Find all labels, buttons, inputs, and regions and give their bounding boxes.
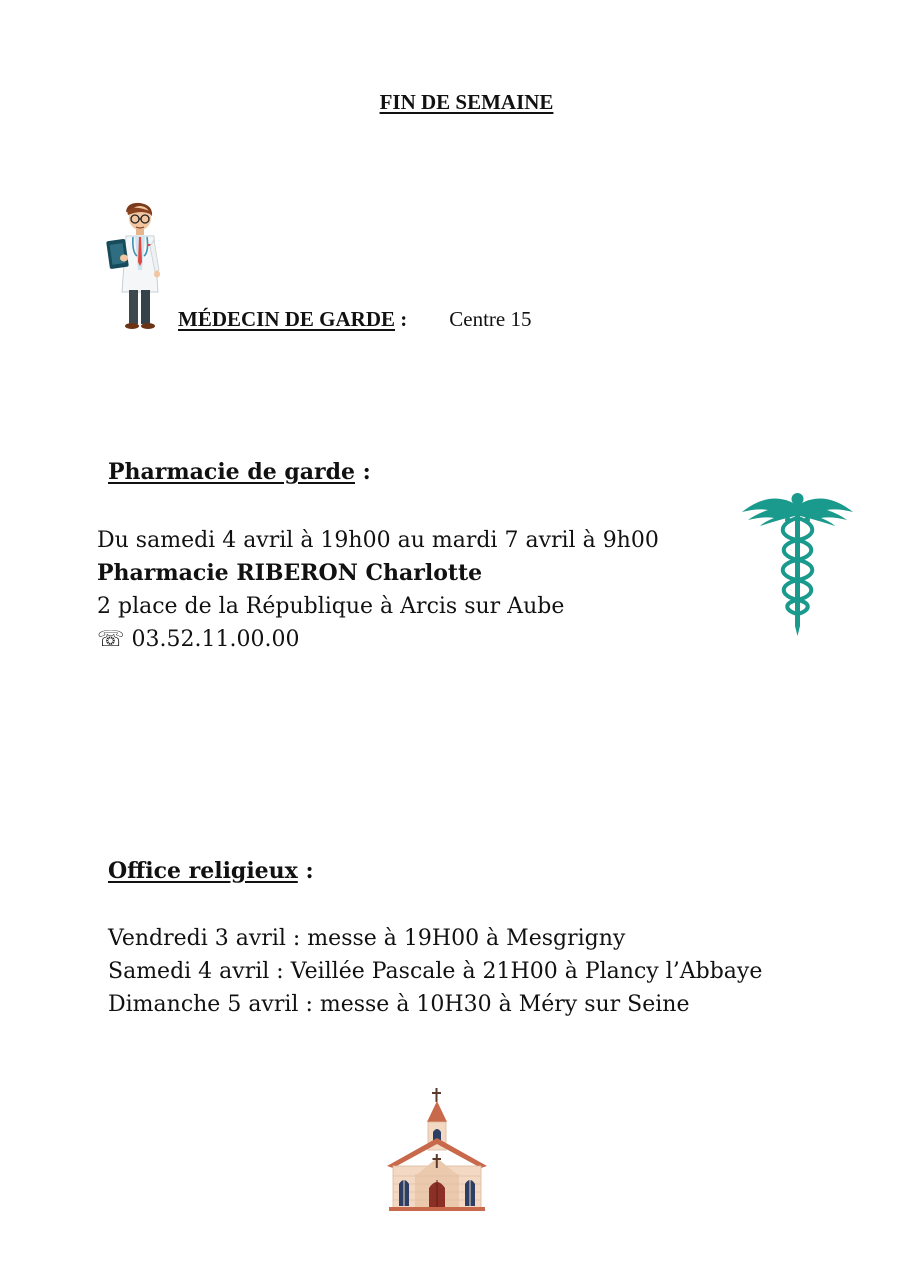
office-line: Samedi 4 avril : Veillée Pascale à 21H00 à Plancy l’Abbaye <box>108 959 763 984</box>
phone-icon: ☏ <box>97 627 125 652</box>
office-line: Vendredi 3 avril : messe à 19H00 à Mesgrigny <box>108 926 626 951</box>
caduceus-icon <box>740 490 855 638</box>
pharmacie-phone <box>97 623 659 656</box>
medecin-label: MÉDECIN DE GARDE <box>178 307 396 331</box>
phone-number: 03.52.11.00.00 <box>124 627 300 652</box>
page-title: FIN DE SEMAINE <box>379 90 554 114</box>
pharmacie-name: Pharmacie RIBERON Charlotte <box>97 560 483 586</box>
office-line: Dimanche 5 avril : messe à 10H30 à Méry sur Seine <box>108 992 690 1017</box>
pharmacie-heading: Pharmacie de garde : <box>108 459 371 485</box>
church-icon <box>385 1088 489 1212</box>
pharmacie-address: 2 place de la République à Arcis sur Aube <box>97 594 565 619</box>
office-list <box>108 922 762 1021</box>
medecin-de-garde <box>178 307 532 332</box>
medecin-value: Centre 15 <box>449 307 532 331</box>
doctor-icon <box>104 200 164 330</box>
pharmacie-dates: Du samedi 4 avril à 19h00 au mardi 7 avril à 9h00 <box>97 528 659 553</box>
medecin-colon: : <box>395 307 408 331</box>
office-heading: Office religieux : <box>108 858 314 884</box>
pharmacie-details <box>97 524 659 656</box>
